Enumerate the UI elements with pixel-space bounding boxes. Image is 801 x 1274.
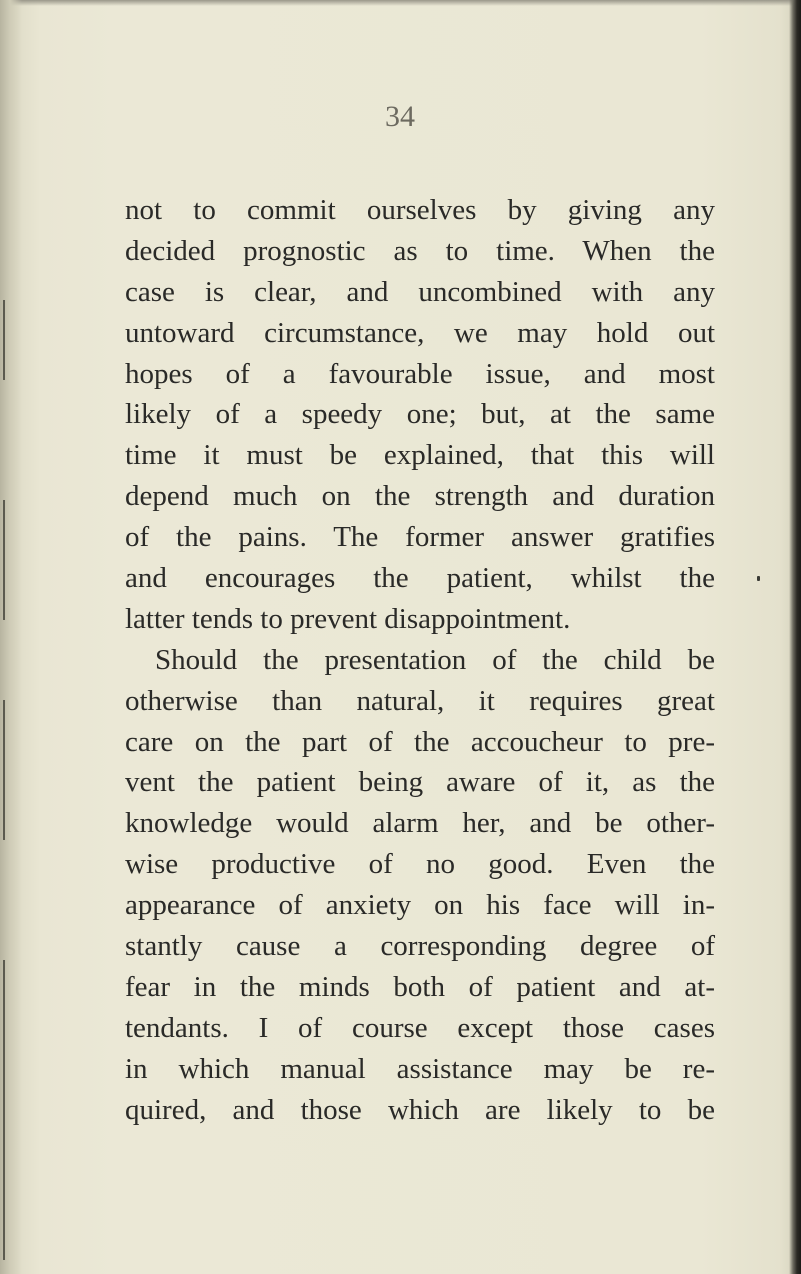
text-line: likely of a speedy one; but, at the same: [125, 398, 715, 431]
binding-mark: [3, 500, 5, 620]
page-top-edge: [0, 0, 801, 6]
text-line: fear in the minds both of patient and at-: [125, 970, 715, 1003]
text-line: knowledge would alarm her, and be other-: [125, 807, 715, 840]
text-line: depend much on the strength and duration: [125, 480, 715, 513]
text-line: untoward circumstance, we may hold out: [125, 316, 715, 349]
text-line: not to commit ourselves by giving any: [125, 194, 715, 226]
text-line: appearance of anxiety on his face will in-: [125, 889, 715, 922]
text-line: decided prognostic as to time. When the: [125, 234, 715, 267]
text-line: and encourages the patient, whilst the: [125, 562, 715, 595]
text-line: Should the presentation of the child be: [155, 643, 715, 676]
text-line: in which manual assistance may be re-: [125, 1052, 715, 1085]
text-line: care on the part of the accoucheur to pre-: [125, 725, 715, 758]
text-line: latter tends to prevent disappointment.: [125, 602, 571, 635]
text-line: hopes of a favourable issue, and most: [125, 357, 715, 390]
text-line: otherwise than natural, it requires great: [125, 684, 715, 717]
page-right-edge: [789, 0, 801, 1274]
page-number: 34: [385, 100, 415, 133]
binding-mark: [3, 960, 5, 1260]
body-text: [125, 190, 715, 1130]
text-line: stantly cause a corresponding degree of: [125, 930, 715, 963]
text-line: vent the patient being aware of it, as the: [125, 766, 715, 799]
text-line: quired, and those which are likely to be: [125, 1093, 715, 1126]
binding-mark: [3, 700, 5, 840]
text-line: time it must be explained, that this will: [125, 439, 715, 472]
text-line: of the pains. The former answer gratifies: [125, 521, 715, 554]
text-line: tendants. I of course except those cases: [125, 1011, 715, 1044]
text-line: case is clear, and uncombined with any: [125, 275, 715, 308]
text-line: wise productive of no good. Even the: [125, 848, 715, 881]
binding-shadow: [0, 0, 22, 1274]
binding-mark: [3, 300, 5, 380]
ink-speck: [757, 576, 760, 581]
